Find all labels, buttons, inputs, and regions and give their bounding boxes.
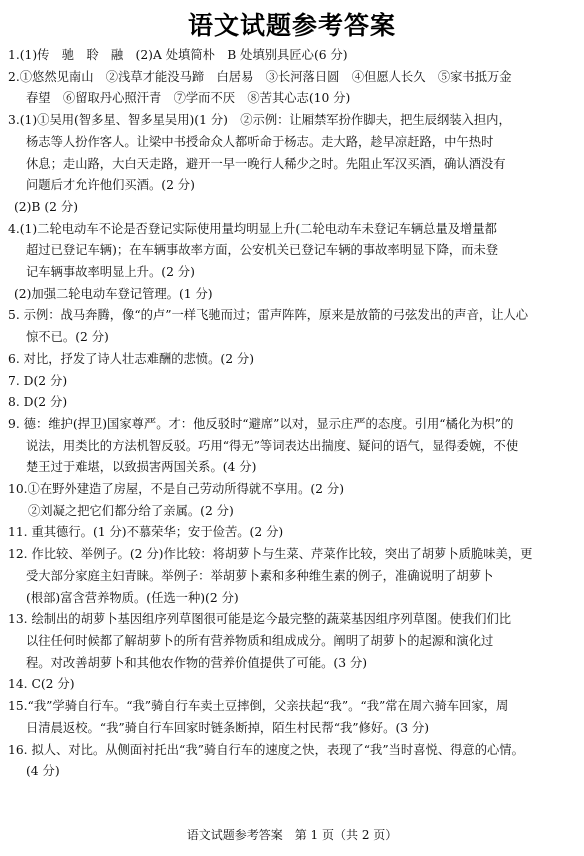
answer-item	[8, 219, 576, 284]
answer-item	[8, 609, 576, 674]
answer-line: 1.(1)传 驰 聆 融 (2)A 处填简朴 B 处填别具匠心(6 分)	[8, 48, 348, 62]
answer-list	[8, 45, 576, 783]
page-title: 语文试题参考答案	[187, 11, 396, 40]
page-footer: 语文试题参考答案 第 1 页（共 2 页）	[186, 828, 398, 842]
answer-line: 春望 ⑥留取丹心照汗青 ⑦学而不厌 ⑧苦其心志(10 分)	[26, 91, 351, 106]
answer-line: 程。对改善胡萝卜和其他农作物的营养价值提供了可能。(3 分)	[26, 655, 368, 670]
answer-item	[8, 110, 576, 197]
answer-line: 12. 作比较、举例子。(2 分)作比较：将胡萝卜与生菜、芹菜作比较，突出了胡萝卜质脆味美，更	[8, 547, 533, 562]
answer-line: (根部)富含营养物质。(任选一种)(2 分)	[26, 590, 239, 605]
answer-line: 8. D(2 分)	[8, 395, 68, 410]
answer-item	[8, 305, 576, 348]
answer-item	[8, 392, 576, 414]
answer-item	[8, 414, 576, 479]
answer-item	[8, 674, 576, 696]
answer-line: 4.(1)二轮电动车不论是否登记实际使用量均明显上升(二轮电动车未登记车辆总量及增量都	[8, 221, 497, 236]
answer-line: (2)B (2 分)	[14, 199, 78, 214]
answer-item	[8, 696, 576, 739]
answer-line: 说法，用类比的方法机智反驳。巧用“得无”等词表达出揣度、疑问的语气，显得委婉，不使	[26, 438, 519, 453]
answer-line: 惊不已。(2 分)	[26, 330, 109, 345]
answer-line: 11. 重其德行。(1 分)不慕荣华；安于俭苦。(2 分)	[8, 525, 284, 540]
answer-line: 7. D(2 分)	[8, 373, 68, 388]
answer-line: 休息；走山路，大白天走路，避开一早一晚行人稀少之时。先阻止军汉买酒，确认酒没有	[26, 156, 506, 171]
answer-line: 问题后才允许他们买酒。(2 分)	[26, 178, 195, 193]
answer-item	[8, 197, 576, 219]
answer-line: 10.①在野外建造了房屋，不是自己劳动所得就不享用。(2 分)	[8, 482, 345, 497]
answer-line: 超过已登记车辆)；在车辆事故率方面，公安机关已登记车辆的事故率明显下降，而未登	[26, 243, 499, 258]
answer-line: 16. 拟人、对比。从侧面衬托出“我”骑自行车的速度之快，表现了“我”当时喜悦、得意的心情。	[8, 742, 524, 757]
answer-item	[8, 67, 576, 110]
answer-line: 受大部分家庭主妇青睐。举例子：举胡萝卜素和多种维生素的例子，准确说明了胡萝卜	[26, 568, 494, 583]
answer-line: 3.(1)①吴用(智多星、智多星吴用)(1 分) ②示例：让厢禁军扮作脚夫，把生辰纲装入担内，	[8, 113, 511, 128]
answer-line: (4 分)	[26, 764, 60, 779]
answer-item	[8, 544, 576, 609]
answer-line: 5. 示例：战马奔腾，像“的卢”一样飞驰而过；雷声阵阵，原来是放箭的弓弦发出的声音，让人心	[8, 308, 529, 323]
answer-line: 6. 对比，抒发了诗人壮志难酬的悲愤。(2 分)	[8, 351, 255, 366]
answer-line: 日清晨返校。“我”骑自行车回家时链条断掉，陌生村民帮“我”修好。(3 分)	[26, 720, 430, 735]
answer-item	[8, 371, 576, 393]
answer-item	[8, 740, 576, 783]
answer-line: (2)加强二轮电动车登记管理。(1 分)	[14, 286, 213, 301]
answer-line: 2.①悠然见南山 ②浅草才能没马蹄 白居易 ③长河落日圆 ④但愿人长久 ⑤家书抵万金	[8, 69, 512, 84]
answer-line: 杨志等人扮作客人。让梁中书授命众人都听命于杨志。走大路，趁早凉赶路，中午热时	[26, 134, 494, 149]
answer-item	[8, 522, 576, 544]
answer-line: 9. 德：维护(捍卫)国家尊严。才：他反驳时“避席”以对，显示庄严的态度。引用“橘化为枳”的	[8, 416, 514, 431]
answer-line: 13. 绘制出的胡萝卜基因组序列草图很可能是迄今最完整的蔬菜基因组序列草图。使我们们比	[8, 612, 512, 627]
answer-item	[8, 501, 576, 523]
answer-item	[8, 349, 576, 371]
answer-line: 楚王过于难堪，以致损害两国关系。(4 分)	[26, 460, 257, 475]
answer-item	[8, 479, 576, 501]
answer-item	[8, 45, 576, 67]
answer-line: 记车辆事故率明显上升。(2 分)	[26, 265, 195, 280]
answer-item	[8, 284, 576, 306]
answer-line: 以往任何时候都了解胡萝卜的所有营养物质和组成成分。阐明了胡萝卜的起源和演化过	[26, 633, 494, 648]
answer-line: ②刘凝之把它们都分给了亲属。(2 分)	[28, 503, 234, 518]
answer-line: 14. C(2 分)	[8, 677, 75, 692]
answer-line: 15.“我”学骑自行车。“我”骑自行车卖土豆摔倒，父亲扶起“我”。“我”常在周六骑车回家，周	[8, 699, 509, 714]
